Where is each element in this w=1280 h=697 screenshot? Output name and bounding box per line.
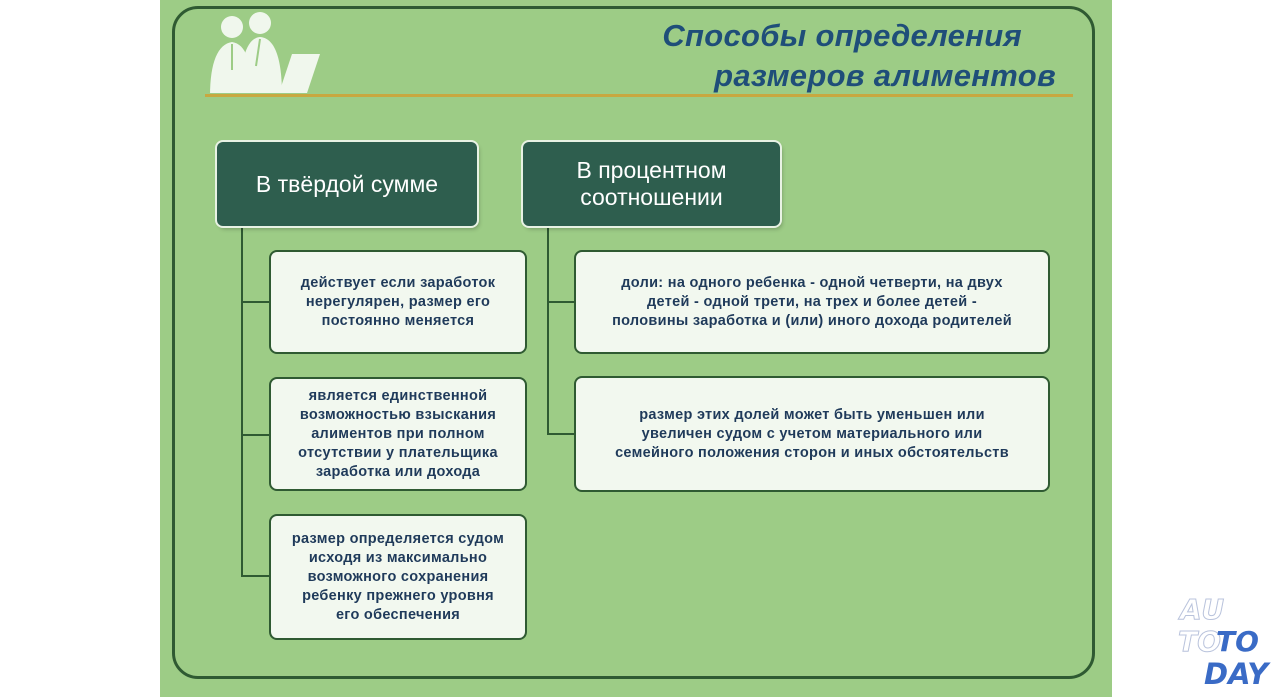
heading-fixed-sum-label: В твёрдой сумме — [255, 170, 439, 197]
heading-percentage — [523, 142, 780, 226]
percentage-item-1-text: доли: на одного ребенка - одной четверти, на двух детей - одной трети, на трех и более детей - половины заработка и (или) иного дохода родителей — [612, 274, 1012, 329]
connector-branch-right-1 — [547, 301, 575, 303]
title-line-2: размеров алиментов — [714, 58, 1056, 93]
slide-title — [662, 16, 1056, 96]
fixed-sum-item-3-text: размер определяется судом исходя из максимально возможного сохранения ребенку прежнего уровня его обеспечения — [291, 530, 505, 623]
watermark-au: AU — [1180, 593, 1226, 626]
fixed-sum-item-1 — [269, 250, 527, 354]
fixed-sum-item-1-text: действует если заработок нерегулярен, размер его постоянно меняется — [300, 274, 496, 329]
connector-branch-left-3 — [241, 575, 270, 577]
watermark-to-solid: TO — [1216, 625, 1259, 658]
connector-branch-right-2 — [547, 433, 575, 435]
watermark-to-outline: TO — [1178, 625, 1221, 658]
watermark-day: DAY — [1204, 657, 1269, 691]
title-line-1: Способы определения — [662, 18, 1022, 53]
percentage-item-2 — [574, 376, 1050, 492]
connector-trunk-left — [241, 226, 243, 576]
connector-trunk-right — [547, 226, 549, 435]
percentage-item-2-text: размер этих долей может быть уменьшен или увеличен судом с учетом материального или семейного положения сторон и иных обстоятельств — [615, 406, 1009, 461]
title-underline — [205, 94, 1073, 97]
fixed-sum-item-3 — [269, 514, 527, 640]
connector-branch-left-1 — [241, 301, 270, 303]
site-watermark — [1172, 593, 1280, 697]
fixed-sum-item-2 — [269, 377, 527, 491]
heading-fixed-sum — [217, 142, 477, 226]
people-silhouette-icon — [196, 10, 322, 96]
percentage-item-1 — [574, 250, 1050, 354]
heading-percentage-label: В процентном соотношении — [576, 157, 727, 210]
connector-branch-left-2 — [241, 434, 270, 436]
fixed-sum-item-2-text: является единственной возможностью взыскания алиментов при полном отсутствии у плательщика заработка или дохода — [298, 387, 498, 480]
